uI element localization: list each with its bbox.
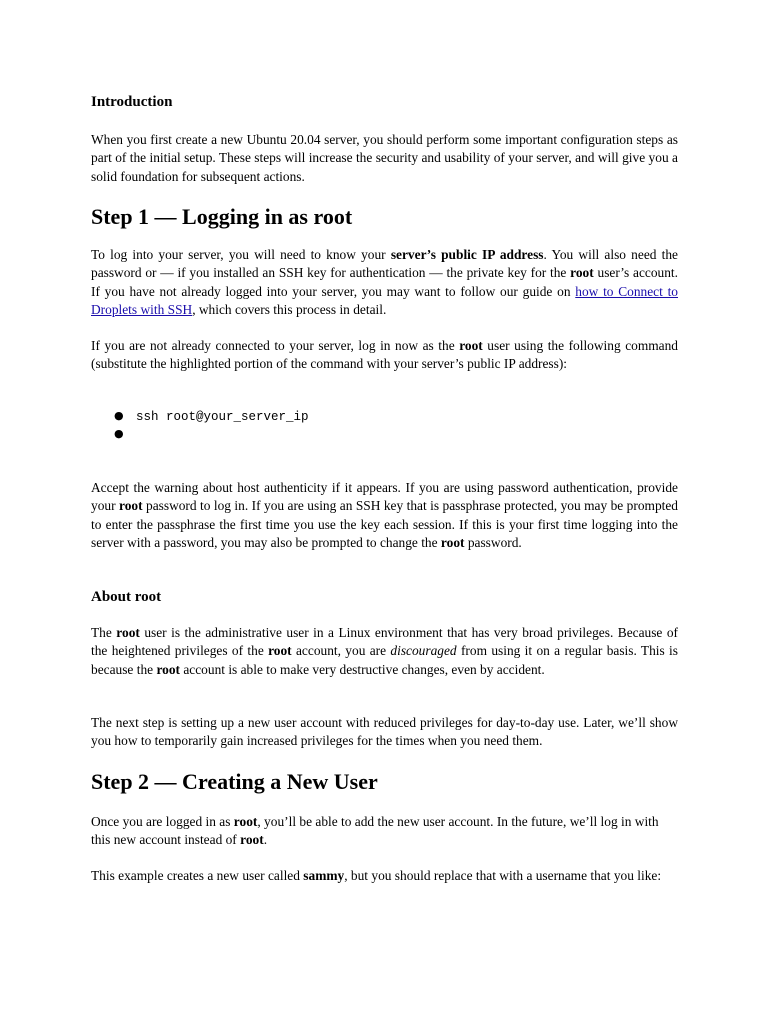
root-bold: root [268, 643, 292, 659]
root-bold: root [459, 338, 483, 353]
ssh-command: ssh root@your_server_ip [136, 410, 309, 424]
bullet-icon: ● [114, 427, 124, 440]
intro-paragraph: When you first create a new Ubuntu 20.04 server, you should perform some important configuration steps as part of the initial setup. These steps will increase the security and usability of your server, and will give you a solid foundation for subsequent actions. [91, 132, 678, 184]
list-item [114, 425, 309, 443]
step2-heading: Step 2 — Creating a New User [91, 769, 378, 794]
root-bold: root [240, 832, 264, 848]
list-item [114, 407, 309, 425]
ip-address-bold: server’s public IP address [390, 247, 544, 262]
step1-heading: Step 1 — Logging in as root [91, 204, 353, 229]
root-bold: root [233, 814, 258, 829]
step2-paragraph-1: Once you are logged in as root, you’ll be able to add the new user account. In the future, we’ll log in with this new account instead of root. [91, 814, 659, 848]
command-list [91, 407, 309, 443]
root-bold: root [116, 625, 140, 640]
bullet-icon: ● [114, 409, 124, 422]
step2-paragraph-2: This example creates a new user called sammy, but you should replace that with a username that you like: [91, 868, 662, 883]
sammy-bold: sammy [303, 868, 345, 883]
root-bold: root [156, 661, 180, 677]
step1-paragraph-2: If you are not already connected to your server, log in now as the root user using the following command (substitute the highlighted portion of the command with your server’s public IP address): [91, 338, 678, 372]
intro-heading: Introduction [91, 94, 173, 110]
step1-paragraph-1: To log into your server, you will need to know your server’s public IP address. You will also need the password or — if you installed an SSH key for authentication — the private key for the root user’s account. If you have not already logged into your server, you may want to follow our guide on how to Connect to Droplets with SSH, which covers this process in detail. [91, 247, 679, 318]
discouraged-italic: discouraged [390, 643, 457, 659]
root-bold: root [440, 535, 465, 551]
step1-paragraph-3: Accept the warning about host authenticity if it appears. If you are using password authentication, provide your root password to log in. If you are using an SSH key that is passphrase protected, you may be prompted to enter the passphrase the first time you use the key each session. If this is your first time logging into the server with a password, you may also be prompted to change the root password. [91, 480, 678, 551]
about-root-heading: About root [91, 589, 162, 605]
root-bold: root [570, 265, 594, 281]
connect-droplets-link[interactable]: how to Connect to Droplets with SSH [91, 283, 679, 318]
about-root-paragraph-1: The root user is the administrative user in a Linux environment that has very broad privileges. Because of the heightened privileges of the root account, you are discouraged from using it on a regular basis. This is because the root account is able to make very destructive changes, even by accident. [91, 625, 678, 677]
root-bold: root [119, 498, 143, 514]
about-root-paragraph-2: The next step is setting up a new user account with reduced privileges for day-to-day use. Later, we’ll show you how to temporarily gain increased privileges for the times when you need them. [91, 715, 678, 749]
